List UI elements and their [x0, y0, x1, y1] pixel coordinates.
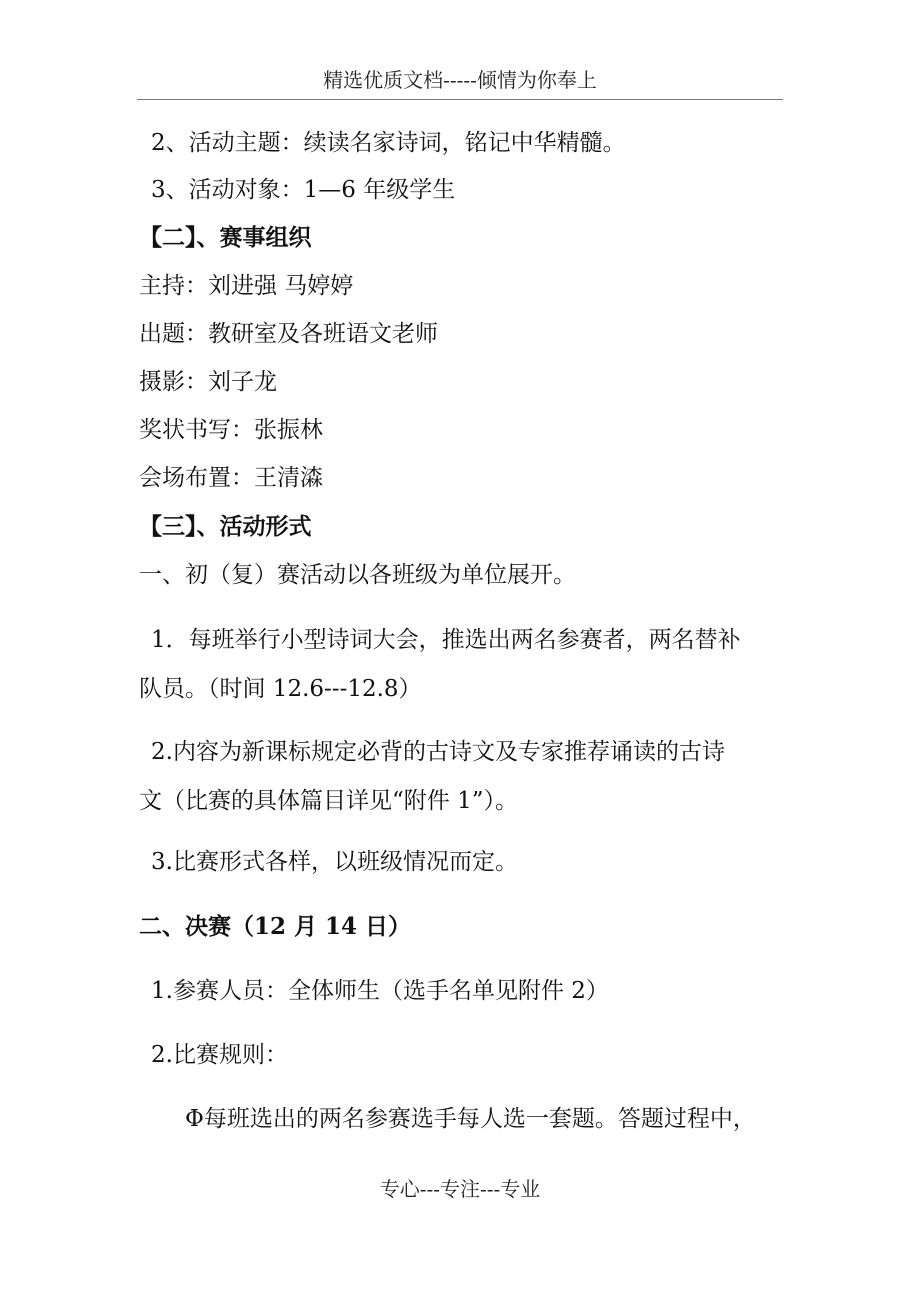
activity-theme-line: 2、活动主题：续读名家诗词，铭记中华精髓。 — [151, 130, 626, 156]
host-line: 主持：刘进强 马婷婷 — [139, 273, 354, 299]
photography-line: 摄影：刘子龙 — [139, 369, 277, 395]
section-heading-organization: 【二】、赛事组织 — [139, 224, 312, 251]
section-heading-format: 【三】、活动形式 — [139, 513, 312, 540]
question-setter-line: 出题：教研室及各班语文老师 — [139, 321, 438, 347]
page-header: 精选优质文档-----倾情为你奉上 — [323, 68, 597, 92]
rules-detail-line: Φ每班选出的两名参赛选手每人选一套题。答题过程中， — [185, 1106, 756, 1132]
certificate-writing-line: 奖状书写：张振林 — [139, 417, 323, 443]
header-divider — [137, 99, 783, 100]
final-participants-line: 1.参赛人员：全体师生（选手名单见附件 2） — [151, 978, 609, 1004]
item-2-line-a: 2.内容为新课标规定必背的古诗文及专家推荐诵读的古诗 — [151, 739, 725, 765]
item-3-line: 3.比赛形式各样，以班级情况而定。 — [151, 849, 518, 875]
item-2-line-b: 文（比赛的具体篇目详见“附件 1”）。 — [139, 788, 518, 814]
item-1-line-a: 1．每班举行小型诗词大会，推选出两名参赛者，两名替补 — [151, 627, 741, 653]
final-rules-line: 2.比赛规则： — [151, 1042, 288, 1068]
activity-target-line: 3、活动对象：1—6 年级学生 — [151, 177, 456, 203]
venue-setup-line: 会场布置：王清潹 — [139, 465, 323, 491]
page-footer: 专心---专注---专业 — [379, 1177, 541, 1201]
section-heading-final: 二、决赛（12 月 14 日） — [139, 913, 412, 940]
item-1-line-b: 队员。（时间 12.6---12.8） — [139, 676, 422, 702]
preliminary-round-line: 一、初（复）赛活动以各班级为单位展开。 — [139, 562, 576, 588]
